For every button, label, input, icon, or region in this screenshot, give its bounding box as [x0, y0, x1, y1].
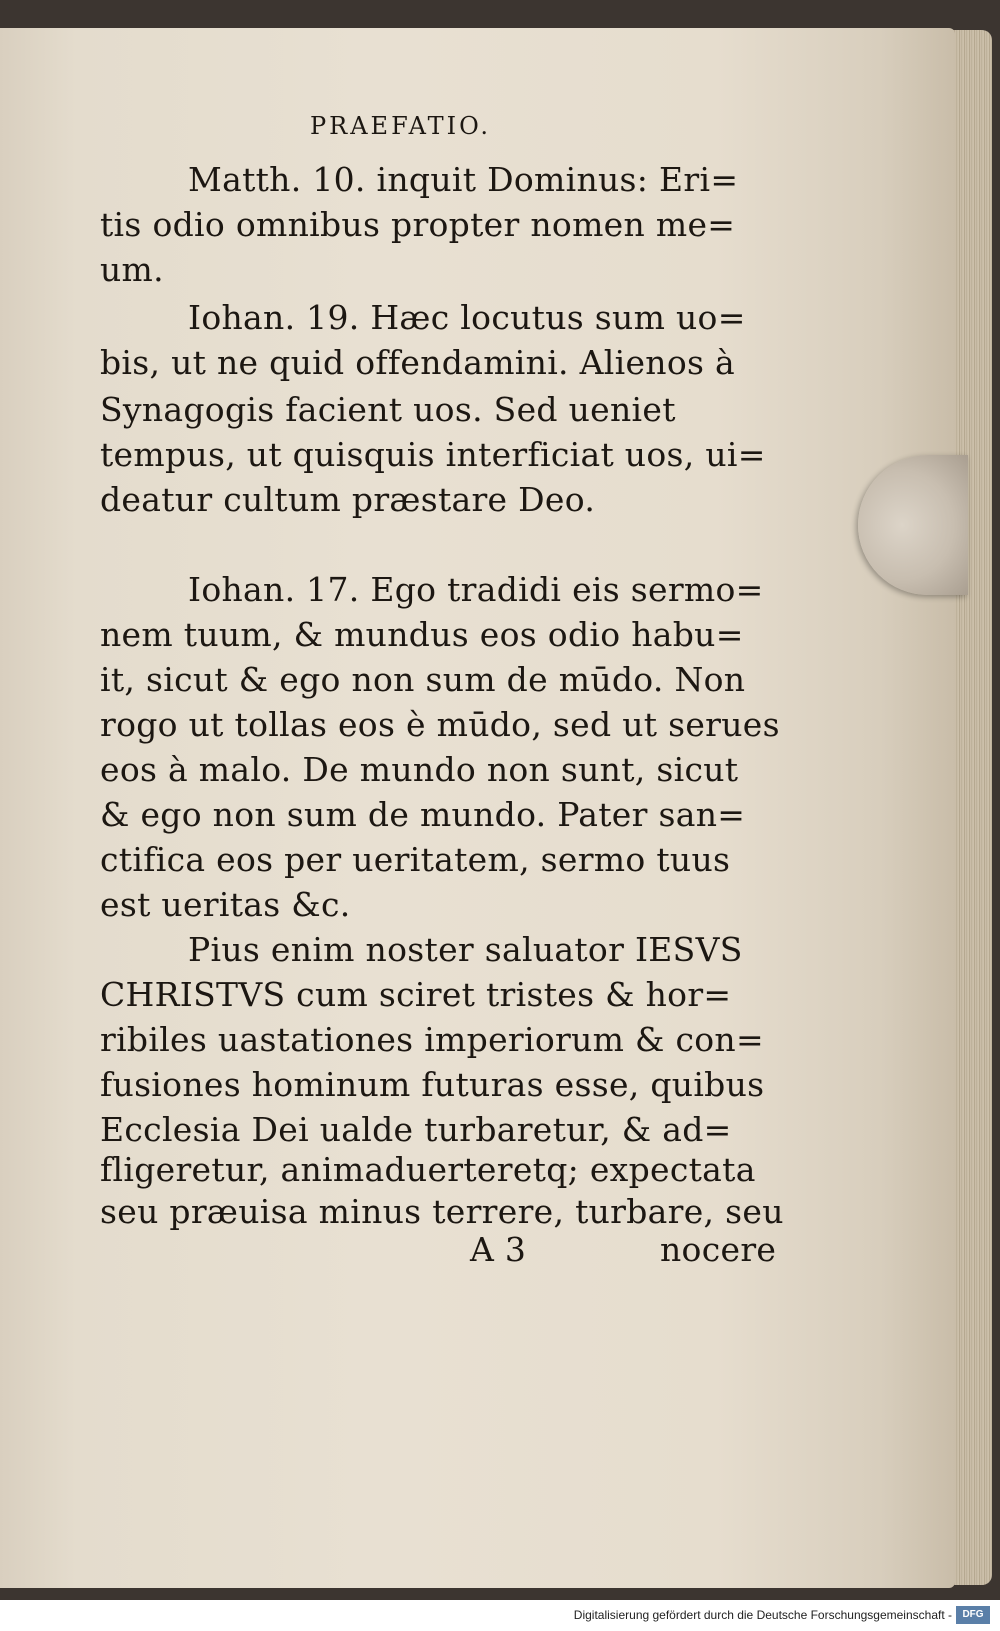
- text-line: Iohan. 19. Hæc locutus sum uo=: [188, 298, 746, 337]
- text-line: est ueritas &c.: [100, 885, 351, 924]
- text-line: tempus, ut quisquis interficiat uos, ui=: [100, 435, 766, 474]
- text-line: fligeretur, animaduerteretq; expectata: [100, 1150, 756, 1189]
- text-line: seu præuisa minus terrere, turbare, seu: [100, 1192, 784, 1231]
- dfg-logo: DFG: [956, 1606, 990, 1624]
- text-line: deatur cultum præstare Deo.: [100, 480, 596, 519]
- text-line: CHRISTVS cum sciret tristes & hor=: [100, 975, 732, 1014]
- text-line: nem tuum, & mundus eos odio habu=: [100, 615, 744, 654]
- text-line: & ego non sum de mundo. Pater san=: [100, 795, 746, 834]
- text-line: bis, ut ne quid offendamini. Alienos à: [100, 343, 736, 382]
- funding-credit: Digitalisierung gefördert durch die Deutsche Forschungsgemeinschaft -: [573, 1608, 952, 1622]
- running-head: PRAEFATIO.: [310, 112, 492, 140]
- text-line: Pius enim noster saluator IESVS: [188, 930, 743, 969]
- text-line: it, sicut & ego non sum de mūdo. Non: [100, 660, 746, 699]
- text-line: ctifica eos per ueritatem, sermo tuus: [100, 840, 731, 879]
- text-line: Iohan. 17. Ego tradidi eis sermo=: [188, 570, 764, 609]
- text-line: rogo ut tollas eos è mūdo, sed ut serues: [100, 705, 780, 744]
- text-line: Ecclesia Dei ualde turbaretur, & ad=: [100, 1110, 732, 1149]
- signature-mark: A 3: [470, 1230, 527, 1269]
- footer-bar: [0, 1600, 1000, 1631]
- text-line: Synagogis facient uos. Sed ueniet: [100, 390, 676, 429]
- text-line: ribiles uastationes imperiorum & con=: [100, 1020, 764, 1059]
- text-line: eos à malo. De mundo non sunt, sicut: [100, 750, 739, 789]
- text-line: Matth. 10. inquit Dominus: Eri=: [188, 160, 739, 199]
- text-line: tis odio omnibus propter nomen me=: [100, 205, 736, 244]
- text-line: um.: [100, 250, 164, 289]
- catchword: nocere: [660, 1230, 777, 1269]
- text-line: fusiones hominum futuras esse, quibus: [100, 1065, 765, 1104]
